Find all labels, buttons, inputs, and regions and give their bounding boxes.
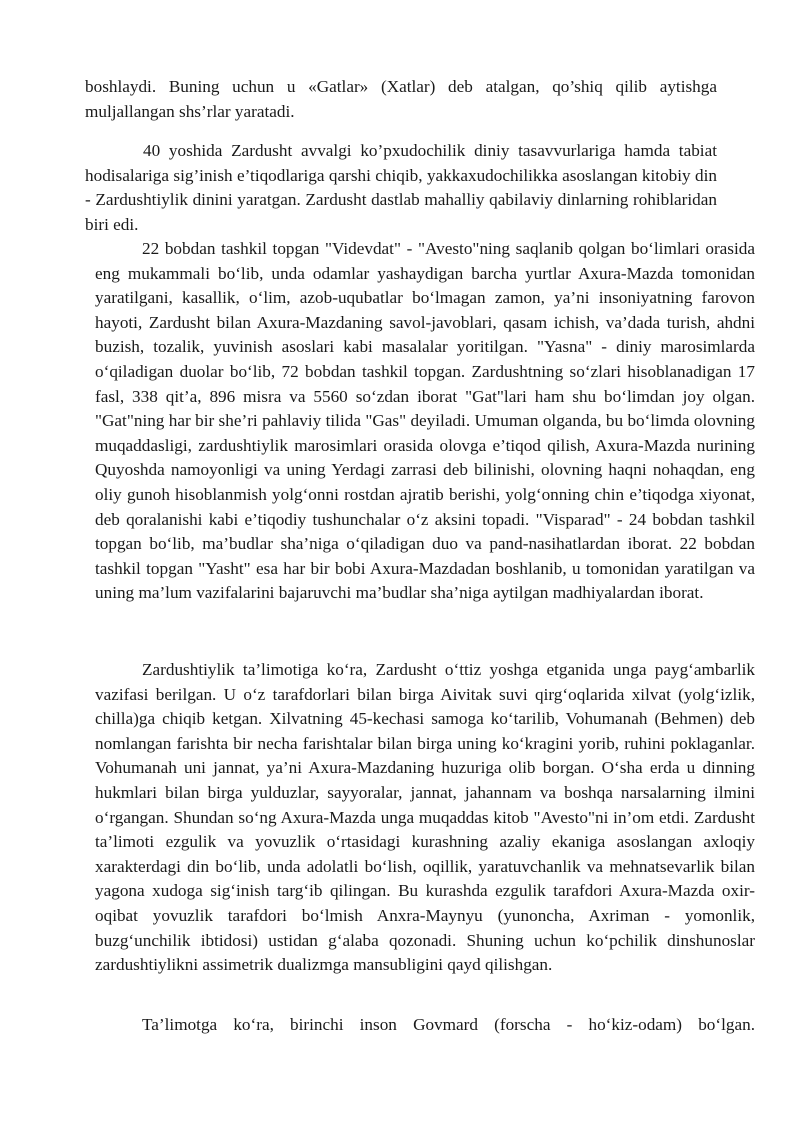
paragraph-zoroastrian-teaching: Zardushtiylik ta’limotiga ko‘ra, Zardusht o‘ttiz yoshga etganida unga payg‘ambarlik vazifasi berilgan. U o‘z tarafdorlari bilan birga Aivitak suvi qirg‘oqlarida xilvat (yolg‘izlik, chilla)ga chiqib ketgan. Xilvatning 45-kechasi samoga ko‘tarilib, Vohumanah (Behmen) deb nomlangan farishta bir necha farishtalar bilan birga uning ko‘kragini yorib, ruhini poklaganlar. Vohumanah uni jannat, ya’ni Axura-Mazdaning huzuriga olib borgan. O‘sha erda u dinning hukmlari bilan birga yulduzlar, sayyoralar, jannat, jahannam va boshqa narsalarning ilmini o‘rgangan. Shundan so‘ng Axura-Mazda unga muqaddas kitob "Avesto"ni in’om etdi. Zardusht ta’limoti ezgulik va yovuzlik o‘rtasidagi kurashning azaliy ekaniga asoslangan axloqiy xarakterdagi din bo‘lib, unda adolatli bo‘lish, oqillik, yaratuvchanlik va mehnatsevarlik bilan yagona xudoga sig‘inish targ‘ib qilingan. Bu kurashda ezgulik tarafdori Axura-Mazda oxir-oqibat yovuzlik tarafdori bo‘lmish Anxra-Maynyu (yunoncha, Axriman - yomonlik, buzg‘unchilik ibtidosi) ustidan g‘alaba qozonadi. Shuning uchun ko‘pchilik dinshunoslar zardushtiylikni assimetrik dualizmga mansubligini qayd qilishgan. bbox=[95, 660, 755, 975]
paragraph-zardusht-at-forty: 40 yoshida Zardusht avvalgi ko’pxudochilik diniy tasavvurlariga hamda tabiat hodisalariga sig’inish e’tiqodlariga qarshi chiqib, yakkaxudochilikka asoslangan kitobiy din - Zardushtiylik dinini yaratgan. Zardusht dastlab mahalliy qabilaviy dinlarning rohiblaridan biri edi. bbox=[85, 141, 717, 234]
paragraph-continuation: boshlaydi. Buning uchun u «Gatlar» (Xatlar) deb atalgan, qo’shiq qilib aytishga muljallangan shs’rlar yaratadi. bbox=[85, 77, 717, 121]
paragraph-avesto-sections: 22 bobdan tashkil topgan "Videvdat" - "Avesto"ning saqlanib qolgan bo‘limlari orasida eng mukammali bo‘lib, unda odamlar yashaydigan barcha yurtlar Axura-Mazda tomonidan yaratilgani, kasallik, o‘lim, azob-uqubatlar bo‘lmagan zamon, ya’ni insoniyatning farovon hayoti, Zardusht bilan Axura-Mazdaning savol-javoblari, qasam ichish, va’dada turish, ahdni buzish, tozalik, yuvinish asoslari kabi masalalar yoritilgan. "Yasna" - diniy marosimlarda o‘qiladigan duolar bo‘lib, 72 bobdan tashkil topgan. Zardushtning so‘zlari hisoblanadigan 17 fasl, 338 qit’a, 896 misra va 5560 so‘zdan iborat "Gat"lari ham shu bo‘limdan joy olgan. "Gat"ning har bir she’ri pahlaviy tilida "Gas" deyiladi. Umuman olganda, bu bo‘limda olovning muqaddasligi, zardushtiylik marosimlari orasida olovga e’tiqod qilish, Axura-Mazda nurining Quyoshda namoyonligi va uning Yerdagi zarrasi deb bilinishi, olovning haqni nohaqdan, eng oliy gunoh hisoblanmish yolg‘onni rostdan ajratib berishi, yolg‘onning chin e’tiqodga xiyonat, deb qoralanishi kabi e’tiqodiy tushunchalar o‘z aksini topadi. "Visparad" - 24 bobdan tashkil topgan bo‘lib, ma’budlar sha’niga o‘qiladigan duo va pand-nasihatlardan iborat. 22 bobdan tashkil topgan "Yasht" esa har bir bobi Axura-Mazdadan boshlanib, u tomonidan yaratilgan va uning ma’lum vazifalarini bajaruvchi ma’budlar sha’niga aytilgan madhiyalardan iborat. bbox=[95, 239, 755, 603]
paragraph-first-human: Ta’limotga ko‘ra, birinchi inson Govmard (forscha - ho‘kiz-odam) bo‘lgan. bbox=[142, 1015, 755, 1034]
